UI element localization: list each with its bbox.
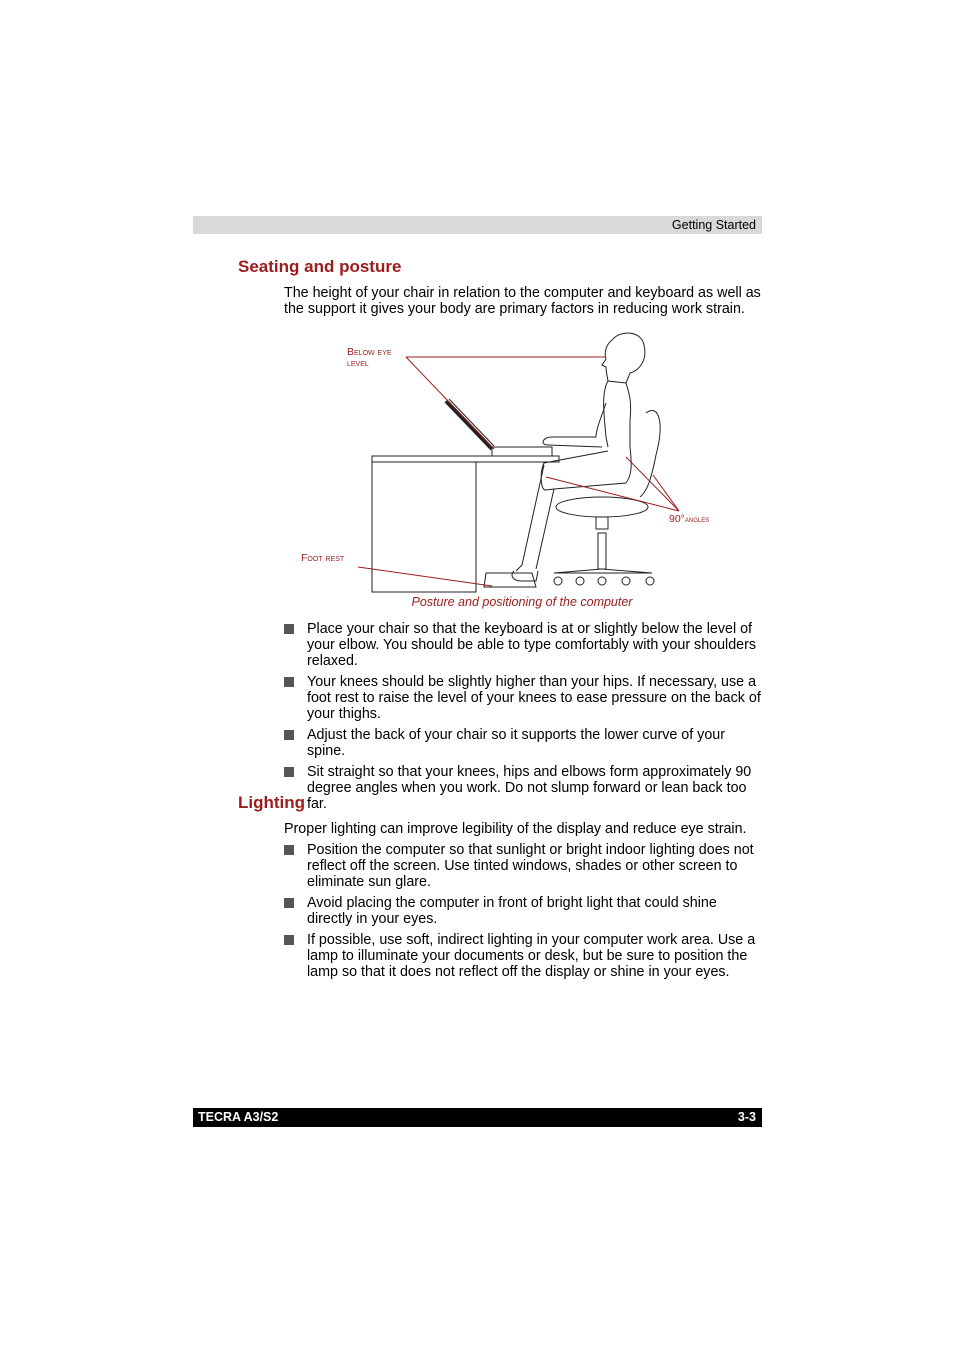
heading-lighting: Lighting — [238, 793, 306, 812]
shin-back — [536, 489, 554, 569]
bullet-square-icon — [284, 935, 294, 945]
bullet-square-icon — [284, 767, 294, 777]
lighting-intro: Proper lighting can improve legibility of the display and reduce eye strain. — [284, 821, 747, 837]
list-item — [284, 764, 764, 812]
foot-rest-pointer — [358, 567, 492, 586]
bullet-square-icon — [284, 845, 294, 855]
desk-top — [372, 456, 559, 462]
label-angles-num: 90° — [669, 513, 685, 525]
list-item — [284, 727, 764, 759]
list-item — [284, 895, 764, 927]
seating-intro: The height of your chair in relation to the computer and keyboard as well as the support it gives your body are primary factors in reducing work strain. — [284, 285, 761, 317]
eye-to-screen-line — [406, 357, 494, 449]
page-number: 3-3 — [737, 1110, 756, 1124]
label-below-eye-line1: Below eye — [347, 346, 392, 358]
product-name: TECRA A3/S2 — [198, 1110, 279, 1124]
bullet-square-icon — [284, 624, 294, 634]
label-angles-word: angles — [684, 514, 710, 524]
label-below-eye-line2: level — [347, 357, 369, 369]
list-item — [284, 621, 764, 669]
chair-back — [640, 411, 660, 497]
bullet-square-icon — [284, 677, 294, 687]
back — [626, 383, 631, 447]
angle-pointer-2 — [626, 457, 679, 511]
list-item-text: Avoid placing the computer in front of bright light that could shine directly in your eyes. — [307, 895, 717, 927]
list-item-text: Adjust the back of your chair so it supports the lower curve of your spine. — [307, 727, 725, 759]
foot-rest — [484, 573, 536, 587]
list-item-text: Sit straight so that your knees, hips and elbows form approximately 90 degree angles when you work. Do not slump forward or lean back too far. — [307, 764, 752, 812]
figure-caption: Posture and positioning of the computer — [411, 595, 633, 609]
laptop-base — [492, 447, 552, 456]
arm — [543, 403, 606, 447]
head — [602, 333, 645, 383]
shin-front — [516, 465, 544, 571]
laptop-screen — [446, 401, 492, 449]
list-item-text: Position the computer so that sunlight or bright indoor lighting does not reflect off the screen. Use tinted windows, shades or other screen to eliminate sun glare. — [307, 842, 754, 890]
lighting-bullet-list — [284, 842, 764, 985]
seating-bullet-list — [284, 621, 764, 817]
label-below-eye — [347, 347, 392, 369]
list-item — [284, 842, 764, 890]
list-item-text: Your knees should be slightly higher than your hips. If necessary, use a foot rest to raise the level of your knees to ease pressure on the back of your thighs. — [307, 674, 761, 722]
thigh — [541, 447, 631, 490]
bullet-square-icon — [284, 898, 294, 908]
list-item — [284, 674, 764, 722]
chair-post — [598, 533, 606, 569]
bullet-square-icon — [284, 730, 294, 740]
list-item-text: Place your chair so that the keyboard is at or slightly below the level of your elbow. You should be able to type comfortably with your shoulders relaxed. — [307, 621, 757, 669]
list-item — [284, 932, 764, 980]
label-90-angles — [669, 514, 709, 525]
running-header — [193, 216, 762, 234]
angle-pointer-1 — [546, 477, 679, 511]
desk-drawer — [372, 462, 476, 592]
label-foot-rest: Foot rest — [301, 552, 345, 564]
list-item-text: If possible, use soft, indirect lighting in your computer work area. Use a lamp to illuminate your documents or desk, but be sure to position the lamp so that it does not reflect off the display or shine in your eyes. — [307, 932, 756, 980]
heading-seating: Seating and posture — [238, 257, 402, 276]
section-title: Getting Started — [671, 218, 756, 232]
running-footer — [193, 1108, 762, 1127]
